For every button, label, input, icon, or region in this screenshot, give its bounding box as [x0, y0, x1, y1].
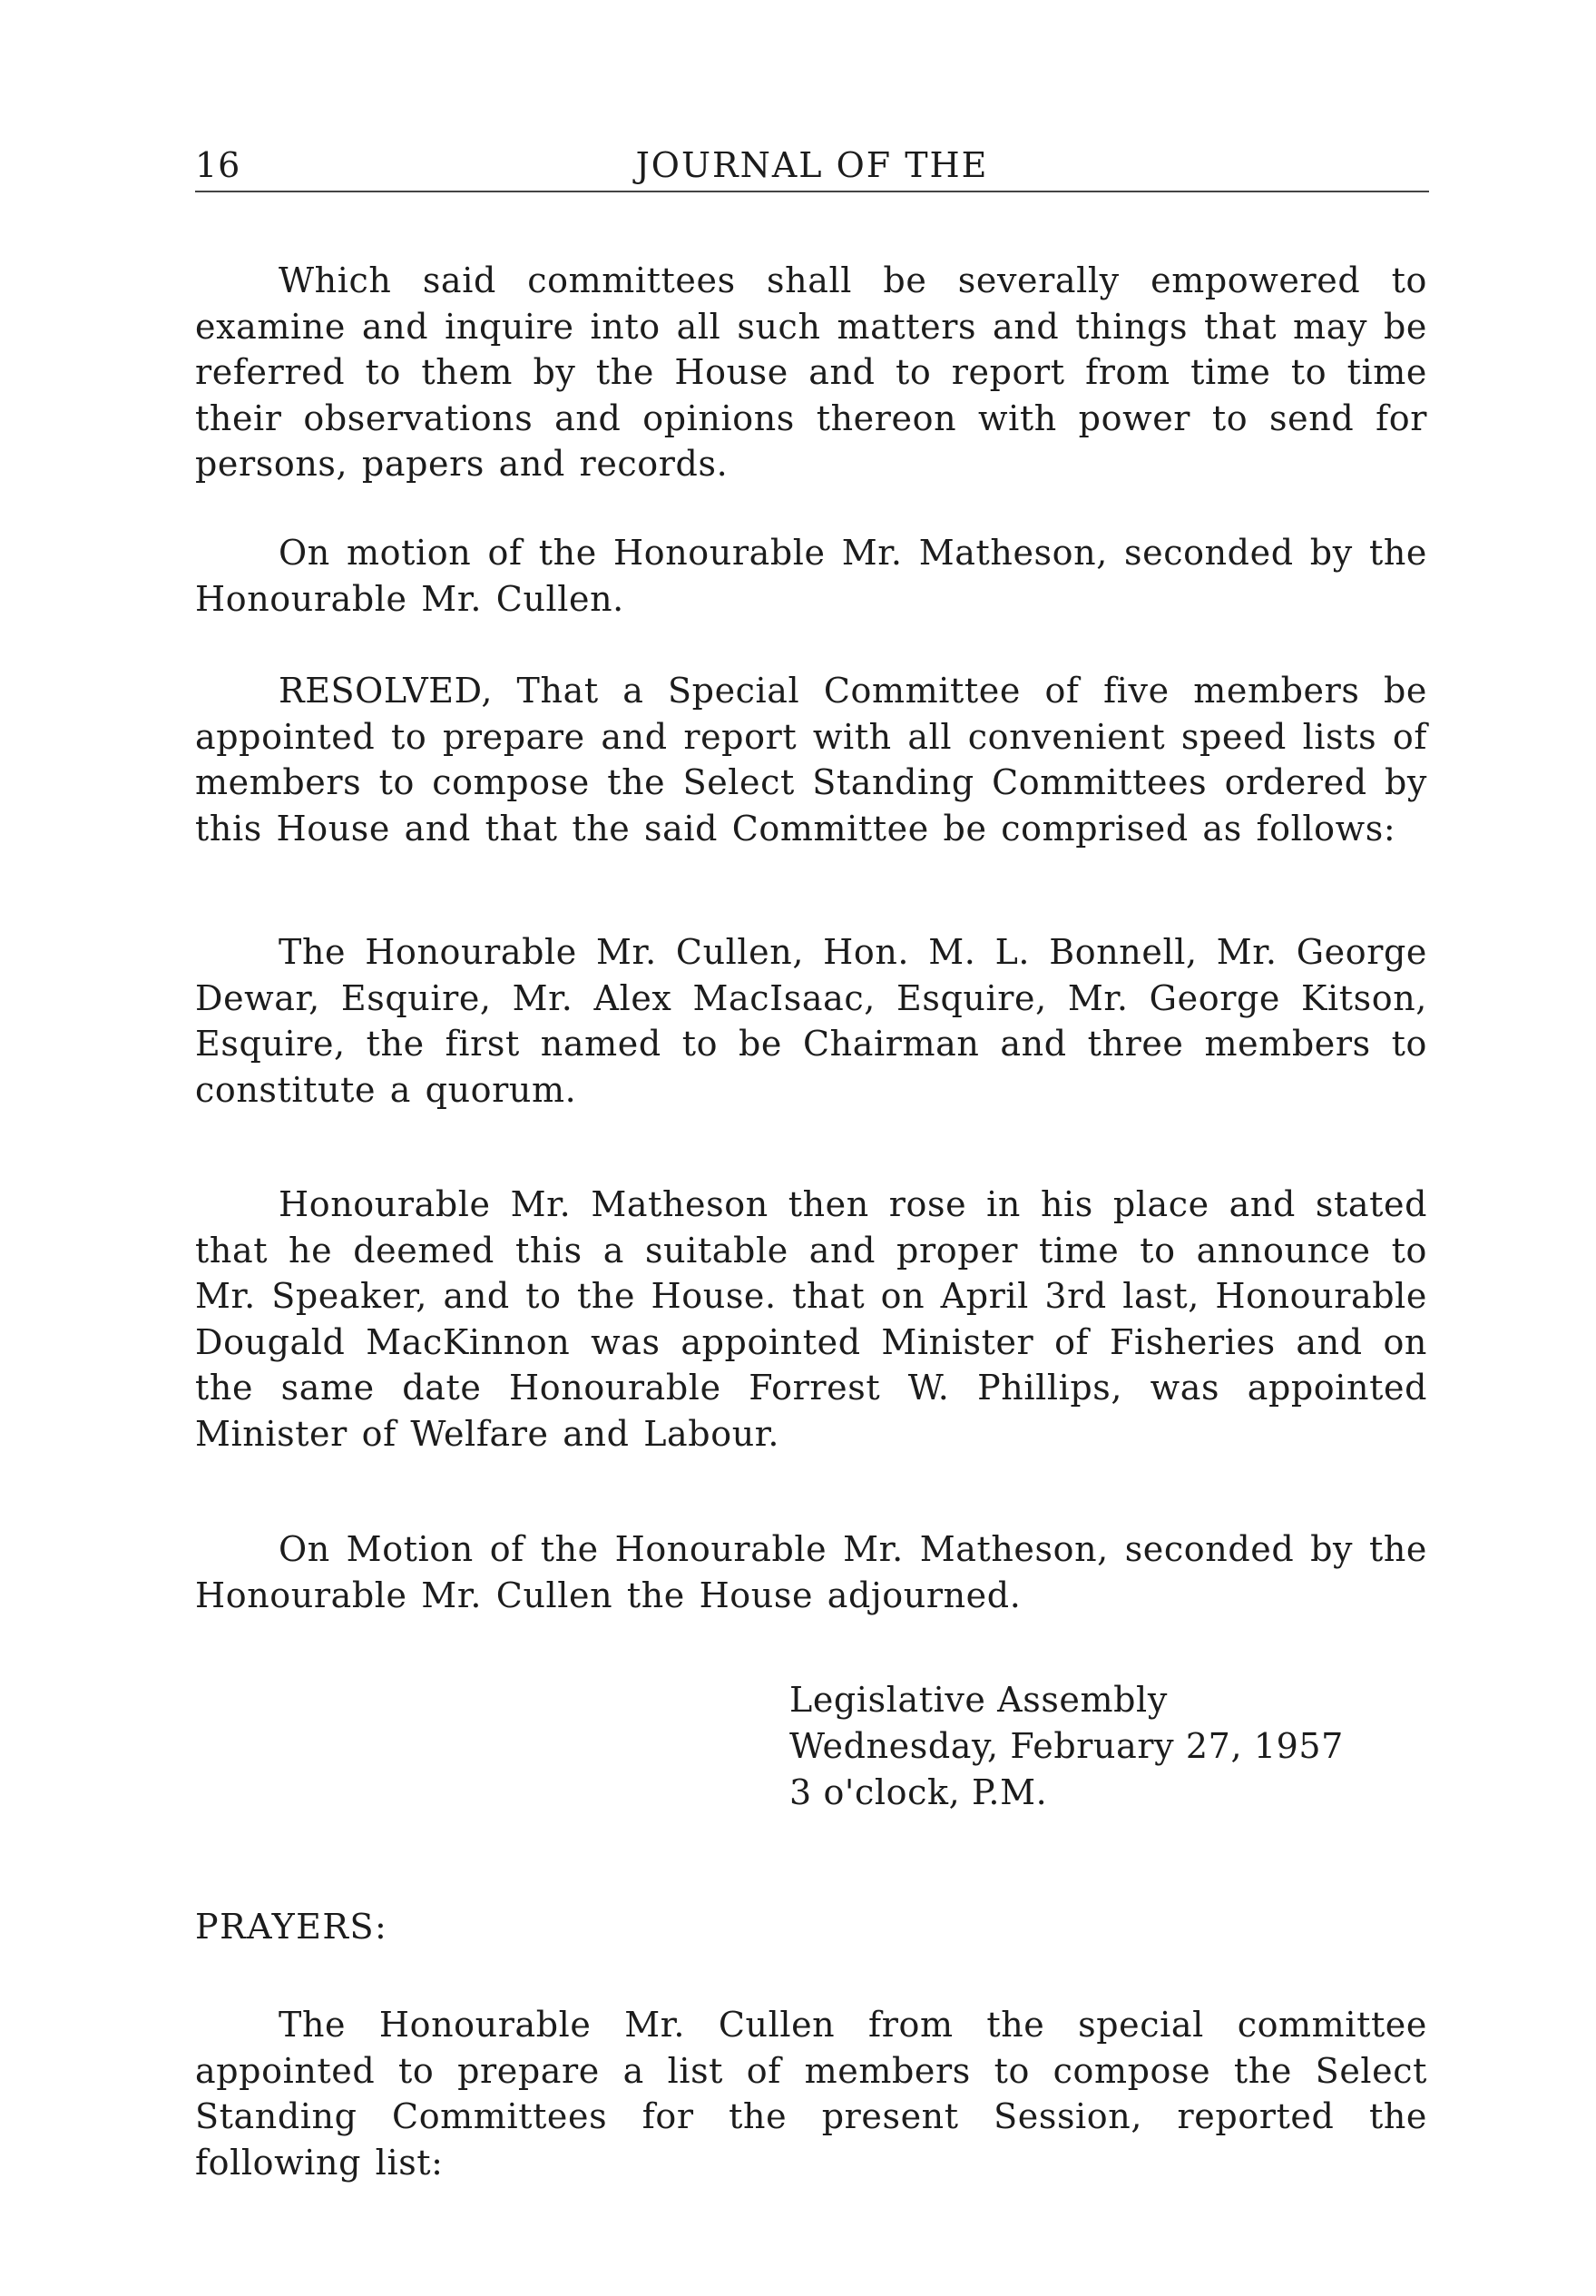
dateline-time: 3 o'clock, P.M. [789, 1772, 1048, 1812]
paragraph-ministers-announcement: Honourable Mr. Matheson then rose in his place and stated that he deemed this a suitable and proper time to announce to Mr. Speaker, and to the House. that on April 3rd last, Honourable Dougald MacKinnon was appointed Minister of Fisheries and on the same date Honourable Forrest W. Phillips, was appointed Minister of Welfare and Labour. [195, 1184, 1427, 1454]
paragraph-adjournment: On Motion of the Honourable Mr. Matheson, seconded by the Honourable Mr. Cullen the House adjourned. [195, 1529, 1427, 1615]
paragraph-committee-report: The Honourable Mr. Cullen from the special committee appointed to prepare a list of members to compose the Select Standing Committees for the present Session, reported the following list: [195, 2005, 1427, 2183]
running-head: JOURNAL OF THE [635, 145, 989, 185]
paragraph-motion-matheson: On motion of the Honourable Mr. Matheson, seconded by the Honourable Mr. Cullen. [195, 533, 1427, 619]
paragraph-committee-members: The Honourable Mr. Cullen, Hon. M. L. Bonnell, Mr. George Dewar, Esquire, Mr. Alex MacIsaac, Esquire, Mr. George Kitson, Esquire, the first named to be Chairman and three members to constitute a quorum. [195, 932, 1427, 1110]
prayers-heading: PRAYERS: [195, 1907, 388, 1947]
dateline-assembly: Legislative Assembly [789, 1680, 1168, 1720]
page-number: 16 [195, 145, 241, 185]
paragraph-resolved: RESOLVED, That a Special Committee of five members be appointed to prepare and report with all convenient speed lists of members to compose the Select Standing Committees ordered by this House and that the said Committee be comprised as follows: [195, 671, 1427, 849]
dateline-date: Wednesday, February 27, 1957 [789, 1726, 1344, 1766]
paragraph-committees-powers: Which said committees shall be severally empowered to examine and inquire into all such matters and things that may be referred to them by the House and to report from time to time their observations and opinions thereon with power to send for persons, papers and records. [195, 260, 1427, 484]
page-header [195, 143, 1429, 192]
session-dateline [789, 1677, 1425, 1816]
